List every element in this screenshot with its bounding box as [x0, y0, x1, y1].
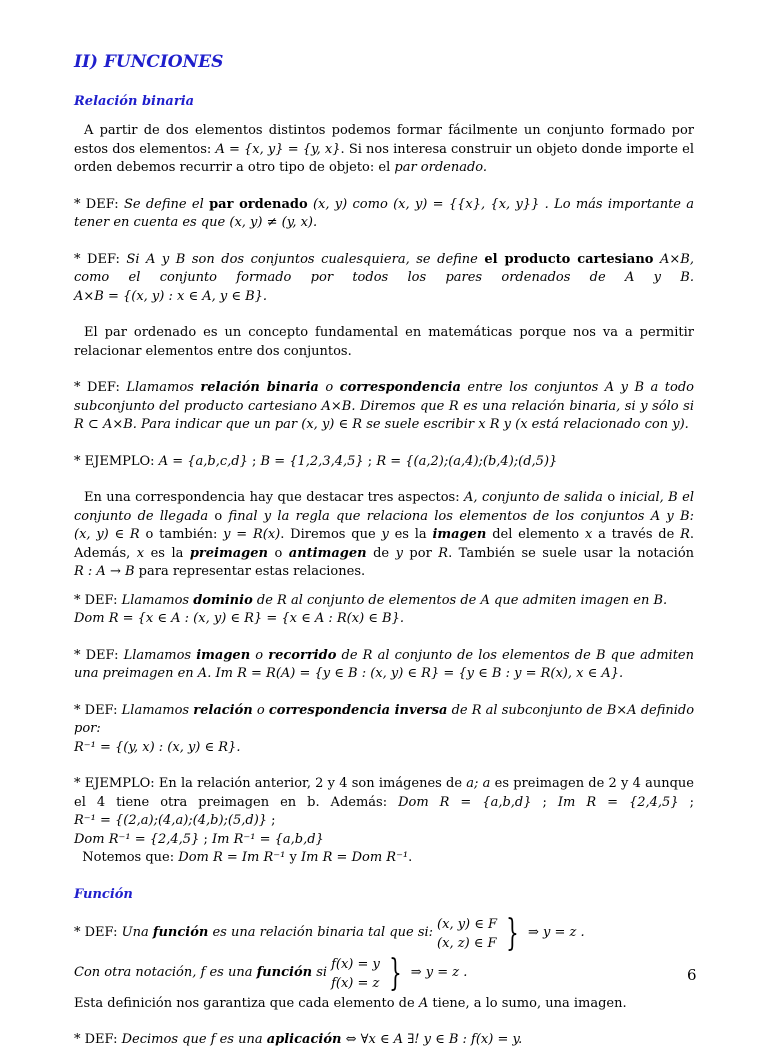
page-content — [74, 50, 694, 1060]
page-number: 6 — [687, 966, 697, 984]
def-funcion: * DEF: Una función es una relación binaria tal que si: (x, y) ∈ F (x, z) ∈ F } ⇒ y = z . — [74, 912, 585, 954]
def-relacion-binaria: * DEF: Llamamos relación binaria o correspondencia entre los conjuntos A y B a todo subconjunto del producto cartesiano A×B. Diremos que R es una relación binaria, si y sólo si R ⊂ A×B. Para indicar que un par (x, y) ∈ R se suele escribir x R y (x está relacionado con y). — [74, 380, 695, 432]
right-brace: } — [506, 912, 519, 954]
right-brace: } — [389, 952, 402, 994]
def-producto-cartesiano: * DEF: Si A y B son dos conjuntos cualesquiera, se define el producto cartesiano A×B, como el conjunto formado por todos los pares ordenados de A y B. A×B = {(x, y) : x ∈ A, y ∈ B}. — [74, 251, 694, 304]
subtitle-relacion-binaria: Relación binaria — [74, 94, 195, 109]
subtitle-funcion: Función — [74, 886, 133, 902]
section-title: II) FUNCIONES — [74, 52, 224, 72]
otra-notacion: Con otra notación, f es una función si f(x) = y f(x) = z } ⇒ y = z . — [74, 952, 468, 994]
ejemplo-1: * EJEMPLO: A = {a,b,c,d} ; B = {1,2,3,4,5} ; R = {(a,2);(a,4);(b,4);(d,5)} — [74, 453, 558, 469]
def-par-ordenado: * DEF: Se define el par ordenado (x, y) como (x, y) = {{x}, {x, y}} . Lo más importante a tener en cuenta es que (x, y) ≠ (y, x). — [74, 196, 695, 230]
def-aplicacion: * DEF: Decimos que f es una aplicación ⇔ ∀x ∈ A ∃! y ∈ B : f(x) = y. — [74, 1032, 523, 1047]
def-dominio: * DEF: Llamamos dominio de R al conjunto de elementos de A que admiten imagen en B. Dom R = {x ∈ A : (x, y) ∈ R} = {x ∈ A : R(x) ∈ B}. — [74, 592, 668, 626]
def-imagen: * DEF: Llamamos imagen o recorrido de R al conjunto de los elementos de B que admiten una preimagen en A. Im R = R(A) = {y ∈ B : (x, y) ∈ R} = {y ∈ B : y = R(x), x ∈ A}. — [74, 647, 694, 681]
ejemplo-2: * EJEMPLO: En la relación anterior, 2 y 4 son imágenes de a; a es preimagen de 2 y 4 aunque el 4 tiene otra preimagen en b. Además: Dom R = {a,b,d} ; Im R = {2,4,5} ; R⁻¹ = {(2,a);(4,a);(4,b);(5,d)} ; Dom R⁻¹ = {2,4,5} ; Im R⁻¹ = {a,b,d} Notemos que: Dom R = Im R⁻¹ y Im R = Dom R⁻¹. — [74, 776, 694, 865]
def-inversa: * DEF: Llamamos relación o correspondencia inversa de R al subconjunto de B×A definido por: R⁻¹ = {(y, x) : (x, y) ∈ R}. — [74, 702, 695, 755]
aspectos-paragraph: En una correspondencia hay que destacar tres aspectos: A, conjunto de salida o inicial, B el conjunto de llegada o final y la regla que relaciona los elementos de los conjuntos A y B: (x, y) ∈ R o también: y = R(x). Diremos que y es la imagen del elemento x a través de R. Además, x es la preimagen o antimagen de y por R. También se suele usar la notación R : A → B para representar estas relaciones. — [74, 490, 695, 579]
par-fundamental-paragraph: El par ordenado es un concepto fundamental en matemáticas porque nos va a permitir relacionar elementos entre dos conjuntos. — [74, 325, 694, 359]
intro-paragraph: A partir de dos elementos distintos podemos formar fácilmente un conjunto formado por estos dos elementos: A = {x, y} = {y, x}. Si nos interesa construir un objeto donde importe el orden debemos recurrir a otro tipo de objeto: el par ordenado. — [74, 123, 694, 175]
notacion-conditions: f(x) = y f(x) = z — [331, 956, 380, 991]
funcion-conditions: (x, y) ∈ F (x, z) ∈ F — [437, 916, 498, 951]
garantiza-paragraph: Esta definición nos garantiza que cada elemento de A tiene, a lo sumo, una imagen. — [74, 995, 627, 1011]
